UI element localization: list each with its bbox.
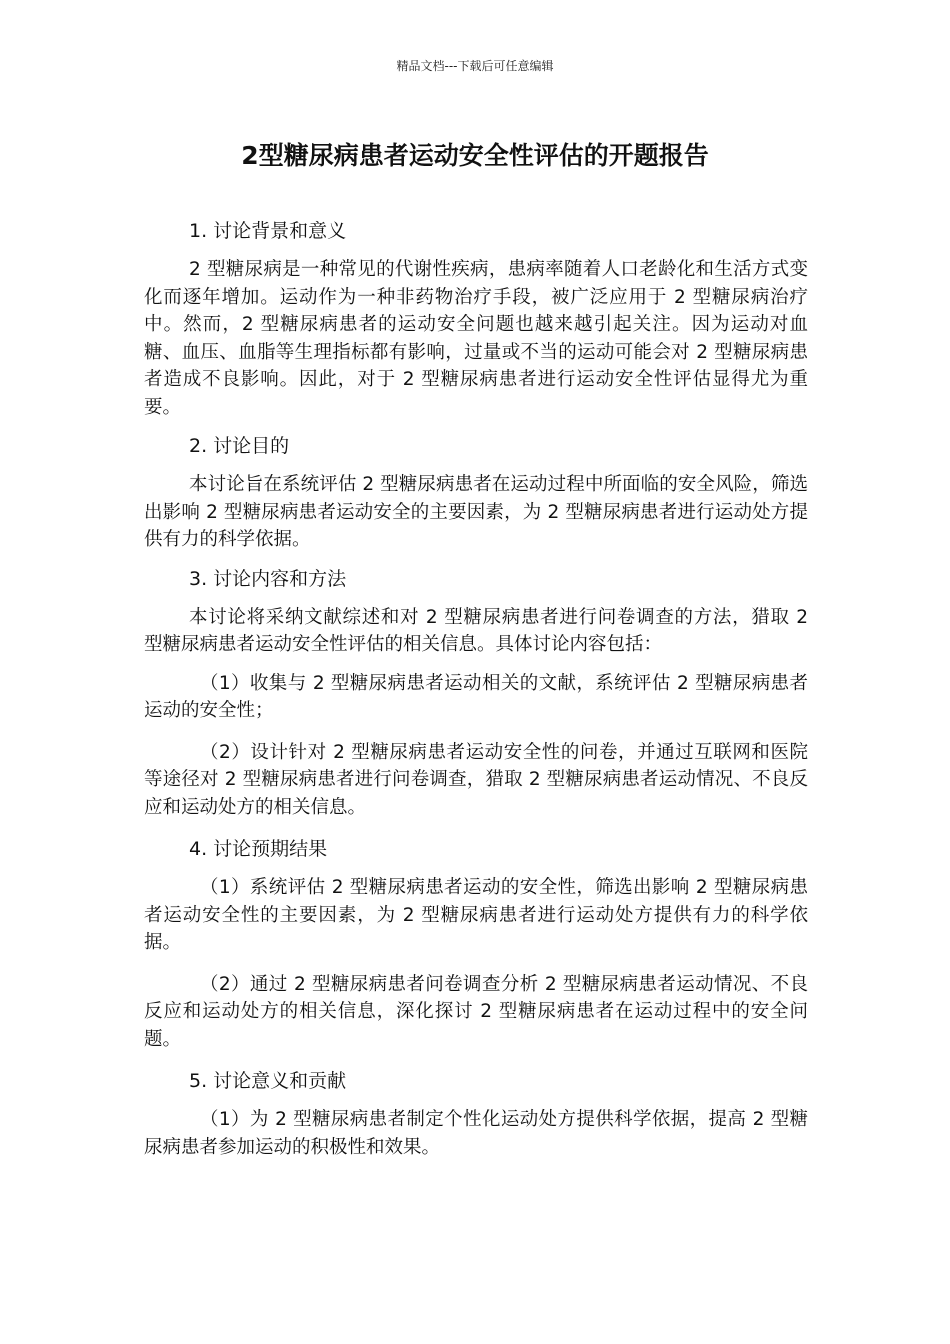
section-heading-content-methods: 3. 讨论内容和方法 bbox=[189, 567, 347, 590]
expected-results-item-1: （1）系统评估 2 型糖尿病患者运动的安全性，筛选出影响 2 型糖尿病患者运动安全性的主要因素，为 2 型糖尿病患者进行运动处方提供有力的科学依据。 bbox=[144, 877, 808, 953]
content-methods-paragraph: 本讨论将采纳文献综述和对 2 型糖尿病患者进行问卷调查的方法，猎取 2 型糖尿病患者运动安全性评估的相关信息。具体讨论内容包括： bbox=[144, 606, 808, 655]
content-methods-item-2: （2）设计针对 2 型糖尿病患者运动安全性的问卷，并通过互联网和医院等途径对 2 型糖尿病患者进行问卷调查，猎取 2 型糖尿病患者运动情况、不良反应和运动处方的相关信息。 bbox=[144, 741, 808, 818]
expected-results-item-2: （2）通过 2 型糖尿病患者问卷调查分析 2 型糖尿病患者运动情况、不良反应和运动处方的相关信息，深化探讨 2 型糖尿病患者在运动过程中的安全问题。 bbox=[144, 973, 808, 1050]
section-heading-objective: 2. 讨论目的 bbox=[189, 435, 290, 457]
page-header-note: 精品文档---下载后可任意编辑 bbox=[396, 59, 554, 73]
content-methods-item-1: （1）收集与 2 型糖尿病患者运动相关的文献，系统评估 2 型糖尿病患者运动的安全性； bbox=[144, 672, 808, 721]
section-heading-significance: 5. 讨论意义和贡献 bbox=[189, 1070, 347, 1092]
document-body bbox=[144, 217, 808, 1175]
section-heading-expected-results: 4. 讨论预期结果 bbox=[189, 838, 328, 860]
background-paragraph: 2 型糖尿病是一种常见的代谢性疾病，患病率随着人口老龄化和生活方式变化而逐年增加。运动作为一种非药物治疗手段，被广泛应用于 2 型糖尿病治疗中。然而，2 型糖尿病患者的运动安全问题也越来越引起关注。因为运动对血糖、血压、血脂等生理指标都有影响，过量或不当的运动可能会对 2 型糖尿病患者造成不良影响。因此，对于 2 型糖尿病患者进行运动安全性评估显得尤为重要。 bbox=[144, 259, 808, 418]
significance-item-1: （1）为 2 型糖尿病患者制定个性化运动处方提供科学依据，提高 2 型糖尿病患者参加运动的积极性和效果。 bbox=[144, 1109, 808, 1158]
page-title: 2型糖尿病患者运动安全性评估的开题报告 bbox=[241, 141, 709, 170]
section-heading-background: 1. 讨论背景和意义 bbox=[189, 220, 347, 242]
objective-paragraph: 本讨论旨在系统评估 2 型糖尿病患者在运动过程中所面临的安全风险，筛选出影响 2 型糖尿病患者运动安全的主要因素，为 2 型糖尿病患者进行运动处方提供有力的科学依据。 bbox=[144, 474, 808, 550]
